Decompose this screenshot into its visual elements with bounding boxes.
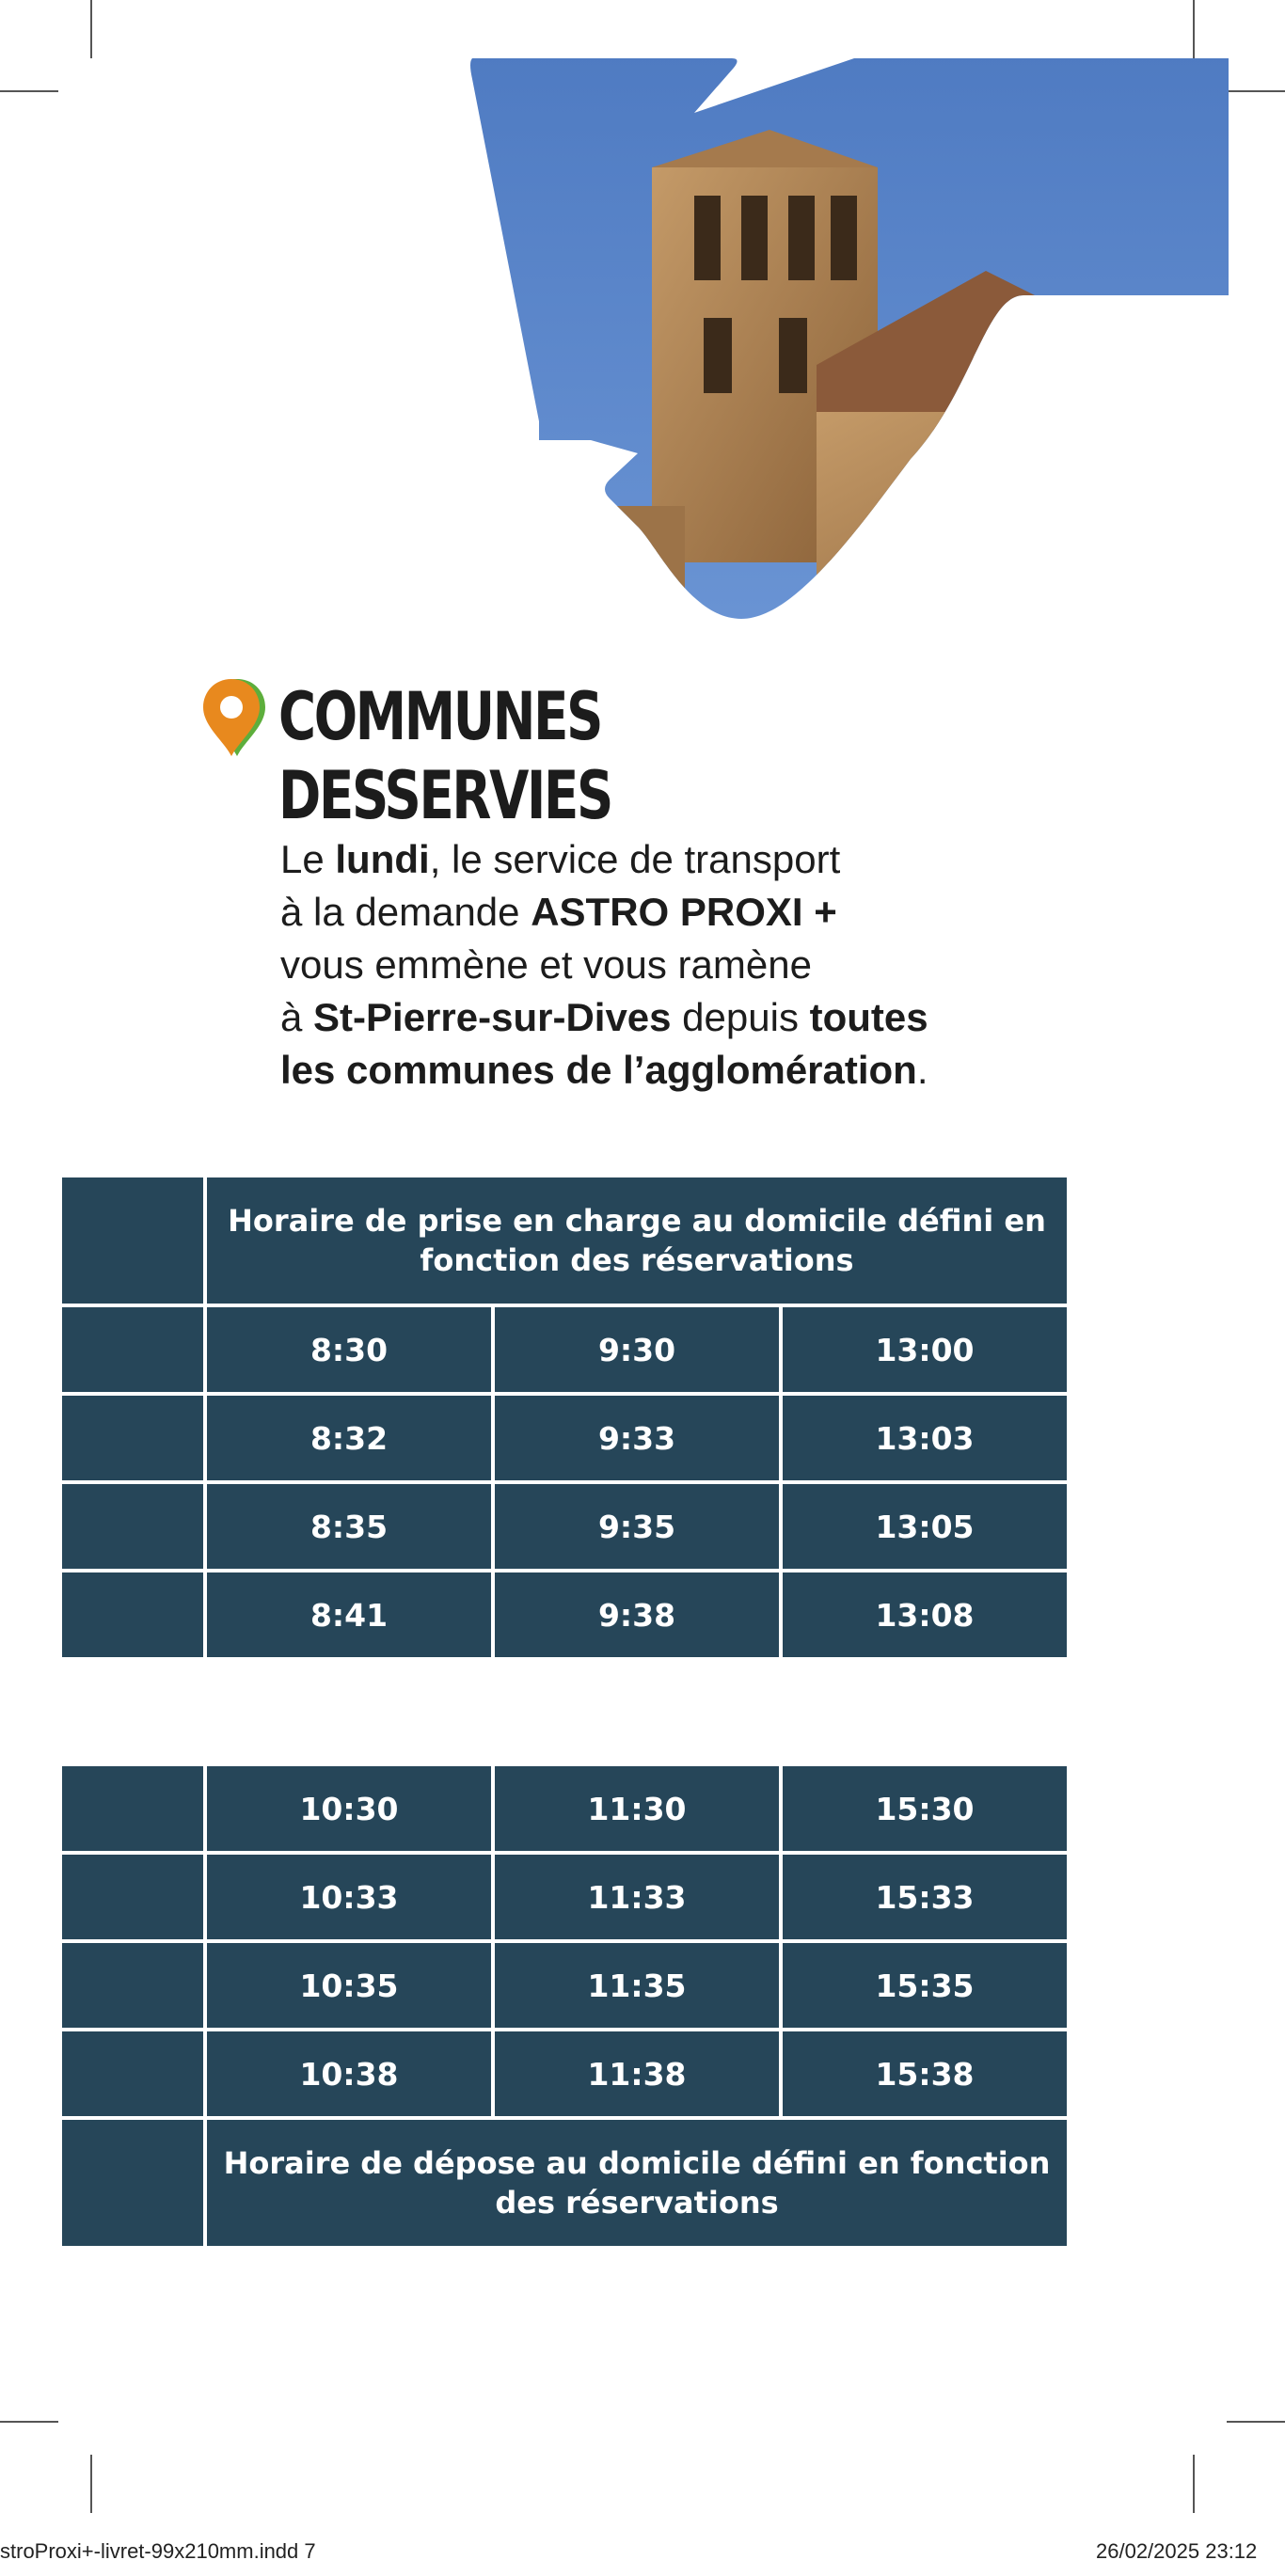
pickup-schedule-table [58, 1174, 1071, 1661]
table-row [62, 1943, 1067, 2028]
return-schedule-table [58, 1762, 1071, 2250]
time-cell: 11:33 [495, 1855, 779, 1939]
time-cell: 13:00 [783, 1307, 1067, 1392]
title-line: COMMUNES [278, 678, 602, 755]
crop-mark [1227, 90, 1285, 92]
time-cell: 10:35 [207, 1943, 491, 2028]
time-cell: 11:30 [495, 1766, 779, 1851]
intro-line [280, 939, 1221, 991]
table-row [62, 2031, 1067, 2116]
table-footer-row [62, 2120, 1067, 2246]
row-label-cell [62, 1484, 203, 1569]
intro-text: à [280, 995, 314, 1039]
row-label-cell [62, 1855, 203, 1939]
time-cell: 10:33 [207, 1855, 491, 1939]
time-cell: 13:03 [783, 1396, 1067, 1480]
intro-text: , le service de transport [429, 837, 841, 881]
print-datetime: 26/02/2025 23:12 [1096, 2539, 1258, 2563]
row-label-cell [62, 1177, 203, 1304]
table-row [62, 1396, 1067, 1480]
time-cell: 8:35 [207, 1484, 491, 1569]
row-label-cell [62, 1396, 203, 1480]
row-label-cell [62, 1307, 203, 1392]
time-cell: 11:38 [495, 2031, 779, 2116]
intro-line [280, 991, 1221, 1044]
table-row [62, 1572, 1067, 1657]
intro-text: vous emmène et vous ramène [280, 942, 812, 987]
time-cell: 13:05 [783, 1484, 1067, 1569]
time-cell: 10:30 [207, 1766, 491, 1851]
table-row [62, 1484, 1067, 1569]
row-label-cell [62, 1572, 203, 1657]
intro-line [280, 833, 1221, 886]
intro-text: Le [280, 837, 336, 881]
row-label-cell [62, 1766, 203, 1851]
intro-emphasis: St-Pierre-sur-Dives [313, 995, 672, 1039]
intro-text: à la demande [280, 890, 531, 934]
table-row [62, 1766, 1067, 1851]
section-title [278, 677, 611, 835]
crop-mark [1193, 2455, 1195, 2513]
intro-paragraph [280, 833, 1221, 1097]
intro-text: depuis [671, 995, 810, 1039]
crop-mark [1193, 0, 1195, 58]
crop-mark [1227, 2421, 1285, 2423]
intro-emphasis: ASTRO PROXI + [531, 890, 837, 934]
title-line: DESSERVIES [278, 757, 611, 834]
time-cell: 9:38 [495, 1572, 779, 1657]
intro-line [280, 1044, 1221, 1097]
crop-mark [0, 2421, 58, 2423]
intro-emphasis: les communes de l’agglomération [280, 1048, 917, 1092]
time-cell: 15:30 [783, 1766, 1067, 1851]
crop-mark [90, 2455, 92, 2513]
location-pin-icon [199, 675, 265, 760]
intro-emphasis: lundi [335, 837, 430, 881]
time-cell: 15:33 [783, 1855, 1067, 1939]
crop-mark [0, 90, 58, 92]
time-cell: 9:33 [495, 1396, 779, 1480]
intro-text: . [916, 1048, 928, 1092]
time-cell: 8:41 [207, 1572, 491, 1657]
table-row [62, 1855, 1067, 1939]
intro-line [280, 886, 1221, 939]
dropoff-footer: Horaire de dépose au domicile défini en fonction des réservations [207, 2120, 1067, 2246]
table-row [62, 1307, 1067, 1392]
time-cell: 9:35 [495, 1484, 779, 1569]
time-cell: 10:38 [207, 2031, 491, 2116]
time-cell: 9:30 [495, 1307, 779, 1392]
intro-emphasis: toutes [809, 995, 928, 1039]
table-header-row [62, 1177, 1067, 1304]
crop-mark [90, 0, 92, 58]
pickup-header: Horaire de prise en charge au domicile défini en fonction des réservations [207, 1177, 1067, 1304]
time-cell: 11:35 [495, 1943, 779, 2028]
time-cell: 15:35 [783, 1943, 1067, 2028]
church-photo [459, 55, 1230, 634]
time-cell: 8:32 [207, 1396, 491, 1480]
print-file-label: stroProxi+-livret-99x210mm.indd 7 [0, 2539, 316, 2563]
row-label-cell [62, 1943, 203, 2028]
row-label-cell [62, 2031, 203, 2116]
time-cell: 15:38 [783, 2031, 1067, 2116]
row-label-cell [62, 2120, 203, 2246]
time-cell: 13:08 [783, 1572, 1067, 1657]
time-cell: 8:30 [207, 1307, 491, 1392]
